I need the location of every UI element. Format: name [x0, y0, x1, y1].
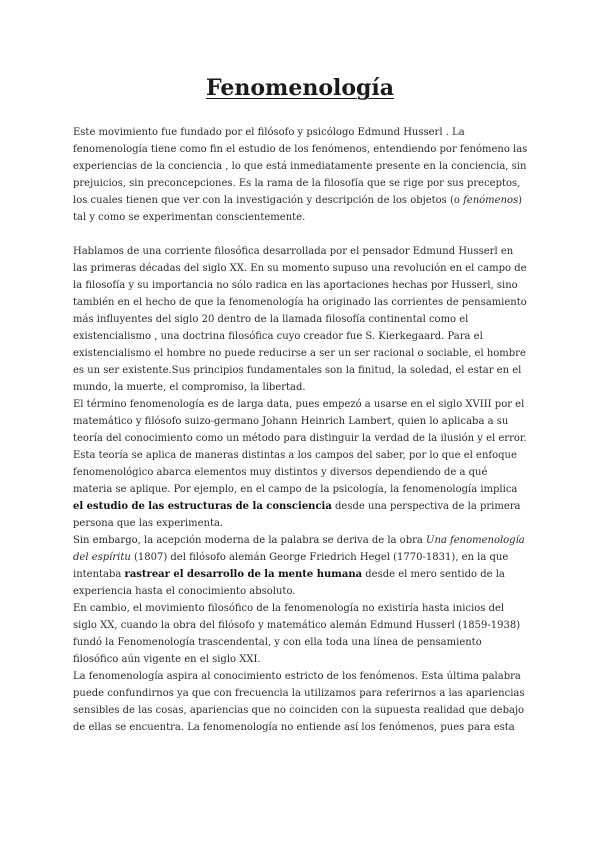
paragraph-1-italic: fenómenos: [463, 195, 519, 206]
paragraph-4-text-a: Sin embargo, la acepción moderna de la palabra se deriva de la obra: [73, 535, 427, 546]
paragraph-1-text-b: ) tal y como se experimentan conscientemente.: [73, 195, 523, 223]
document-title-text: Fenomenología: [205, 75, 395, 101]
paragraph-4-text-b: (1807) del filósofo alemán George Friedrich Hegel (1770-1831), en la que intentaba: [73, 552, 509, 580]
paragraph-1: [73, 124, 528, 226]
paragraph-3-text-a: El término fenomenología es de larga data, pues empezó a usarse en el siglo XVIII por el matemático y filósofo suizo-germano Johann Heinrich Lambert, quien lo aplicaba a su teoría del conocimiento como un método para distinguir la verdad de la ilusión y el error. Esta teoría se aplica de maneras distintas a los campos del saber, por lo que el enfoque fenomenológico abarca elementos muy distintos y diversos dependiendo de a qué materia se aplique. Por ejemplo, en el campo de la psicología, la fenomenología implica: [73, 399, 527, 495]
paragraph-4-bold: rastrear el desarrollo de la mente humana: [124, 569, 363, 580]
paragraph-6: La fenomenología aspira al conocimiento estricto de los fenómenos. Esta última palabra puede confundirnos ya que con frecuencia la utilizamos para referirnos a las apariencias sensibles de las cosas, apariencias que no coinciden con la supuesta realidad que debajo de ellas se encuentra. La fenomenología no entiende así los fenómenos, pues para esta: [73, 671, 525, 733]
paragraph-gap: [73, 226, 528, 243]
paragraph-5: En cambio, el movimiento filosófico de la fenomenología no existiría hasta inicios del siglo XX, cuando la obra del filósofo y matemático alemán Edmund Husserl (1859-1938) fundó la Fenomenología trascendental, y con ella toda una línea de pensamiento filosófico aún vigente en el siglo XXI.: [73, 603, 521, 665]
paragraph-3-text-b: desde una perspectiva de la primera persona que las experimenta.: [73, 501, 521, 529]
paragraph-3-bold: el estudio de las estructuras de la consciencia: [73, 501, 332, 512]
paragraph-1-text-a: Este movimiento fue fundado por el filósofo y psicólogo Edmund Husserl . La fenomenología tiene como fin el estudio de los fenómenos, entendiendo por fenómeno las experiencias de la conciencia , lo que está inmediatamente presente en la conciencia, sin prejuicios, sin preconcepciones. Es la rama de la filosofía que se rige por sus preceptos, los cuales tienen que ver con la investigación y descripción de los objetos (o: [73, 127, 528, 206]
paragraph-3: [73, 396, 528, 532]
paragraph-4-text-c: desde el mero sentido de la experiencia hasta el conocimiento absoluto.: [73, 569, 505, 597]
paragraph-4: [73, 532, 528, 600]
paragraph-4-italic: Una fenomenología del espíritu: [73, 535, 525, 563]
paragraph-2: Hablamos de una corriente filosófica desarrollada por el pensador Edmund Husserl en las primeras décadas del siglo XX. En su momento supuso una revolución en el campo de la filosofía y su importancia no sólo radica en las aportaciones hechas por Husserl, sino también en el hecho de que la fenomenología ha originado las corrientes de pensamiento más influyentes del siglo 20 dentro de la llamada filosofía continental como el existencialismo , una doctrina filosófica cuyo creador fue S. Kierkegaard. Para el existencialismo el hombre no puede reducirse a ser un ser racional o sociable, el hombre es un ser existente.Sus principios fundamentales son la finitud, la soledad, el estar en el mundo, la muerte, el compromiso, la libertad.: [73, 246, 527, 393]
document-title: [0, 74, 600, 102]
document-body: [73, 124, 528, 736]
